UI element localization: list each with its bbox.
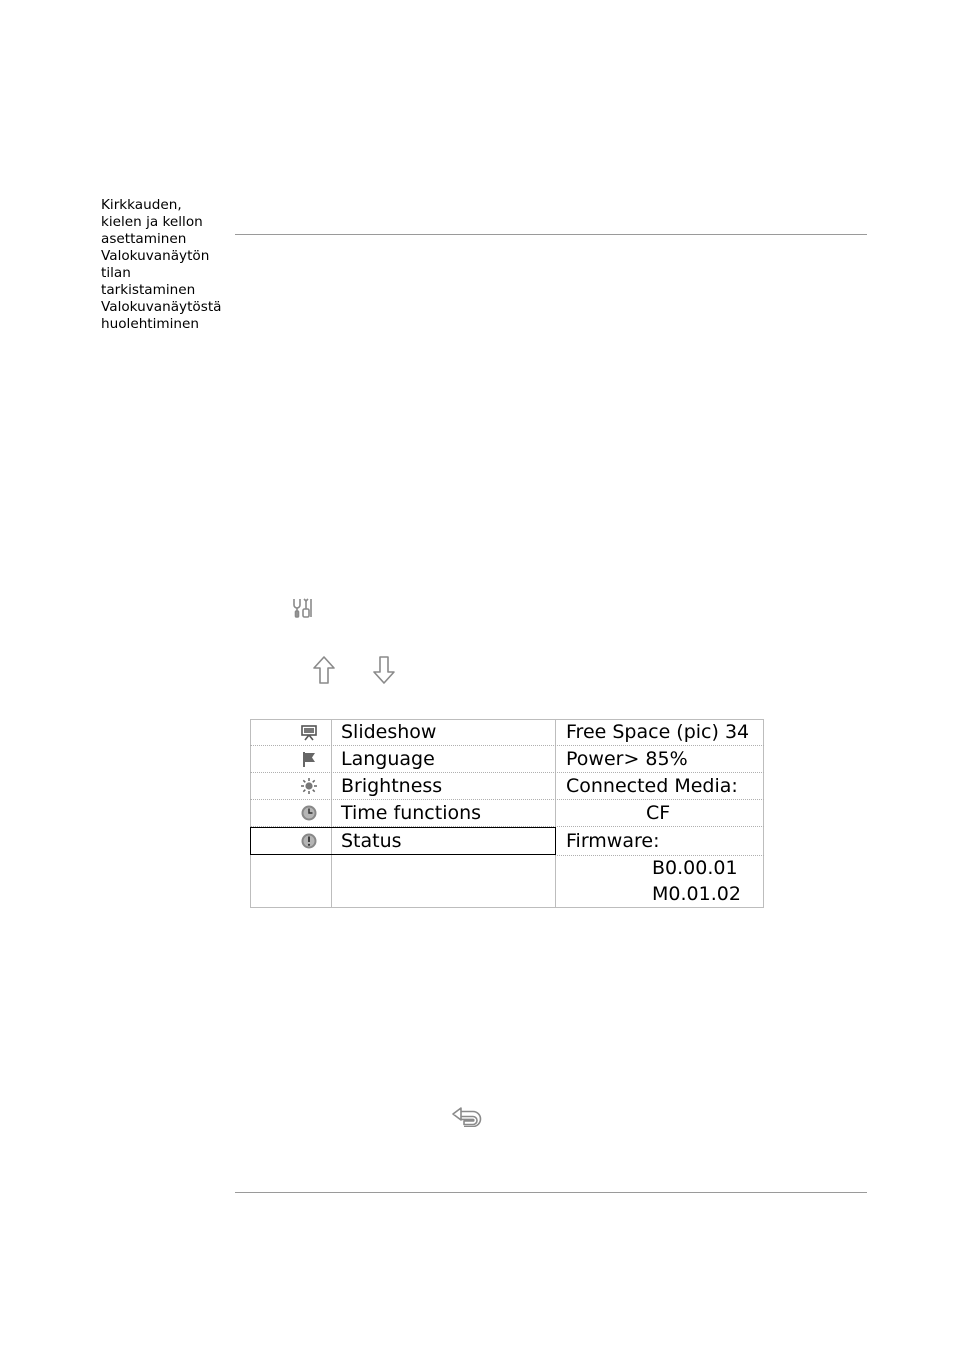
- up-arrow-icon: [312, 655, 336, 685]
- status-free-space: Free Space (pic) 34: [566, 721, 750, 743]
- grid-divider: [555, 719, 556, 908]
- menu-item-status[interactable]: Status: [341, 830, 402, 852]
- sidebar-line: Kirkkauden,: [101, 197, 182, 213]
- sidebar-line: tarkistaminen: [101, 282, 196, 298]
- status-firmware-version-1: B0.00.01: [652, 857, 738, 879]
- status-power: Power> 85%: [566, 748, 688, 770]
- sidebar-line: asettaminen: [101, 231, 187, 247]
- status-firmware-version-2: M0.01.02: [652, 883, 741, 905]
- brightness-sun-icon: [300, 777, 318, 795]
- menu-item-time-functions[interactable]: Time functions: [341, 802, 482, 824]
- sidebar-line: kielen ja kellon: [101, 214, 203, 230]
- status-connected-media-label: Connected Media:: [566, 775, 738, 797]
- selected-item-highlight: [250, 827, 556, 855]
- sidebar-line: Valokuvanäytön: [101, 248, 210, 264]
- menu-item-brightness[interactable]: Brightness: [341, 775, 443, 797]
- sidebar-line: tilan: [101, 265, 131, 281]
- clock-icon: [300, 804, 318, 822]
- sidebar-line: huolehtiminen: [101, 316, 200, 332]
- menu-item-language[interactable]: Language: [341, 748, 435, 770]
- status-menu-screen: [250, 719, 764, 908]
- back-return-icon: [451, 1105, 483, 1127]
- menu-item-slideshow[interactable]: Slideshow: [341, 721, 437, 743]
- slideshow-icon: [300, 723, 318, 741]
- sidebar-section-list: [101, 197, 233, 333]
- top-divider: [235, 234, 867, 235]
- language-flag-icon: [300, 750, 318, 768]
- grid-divider: [331, 719, 332, 908]
- bottom-divider: [235, 1192, 867, 1193]
- row-divider: [250, 799, 764, 800]
- sidebar-line: Valokuvanäytöstä: [101, 299, 222, 315]
- status-firmware-label: Firmware:: [566, 830, 660, 852]
- down-arrow-icon: [372, 655, 396, 685]
- status-connected-media-value: CF: [646, 802, 671, 824]
- setup-tools-icon: [290, 596, 314, 620]
